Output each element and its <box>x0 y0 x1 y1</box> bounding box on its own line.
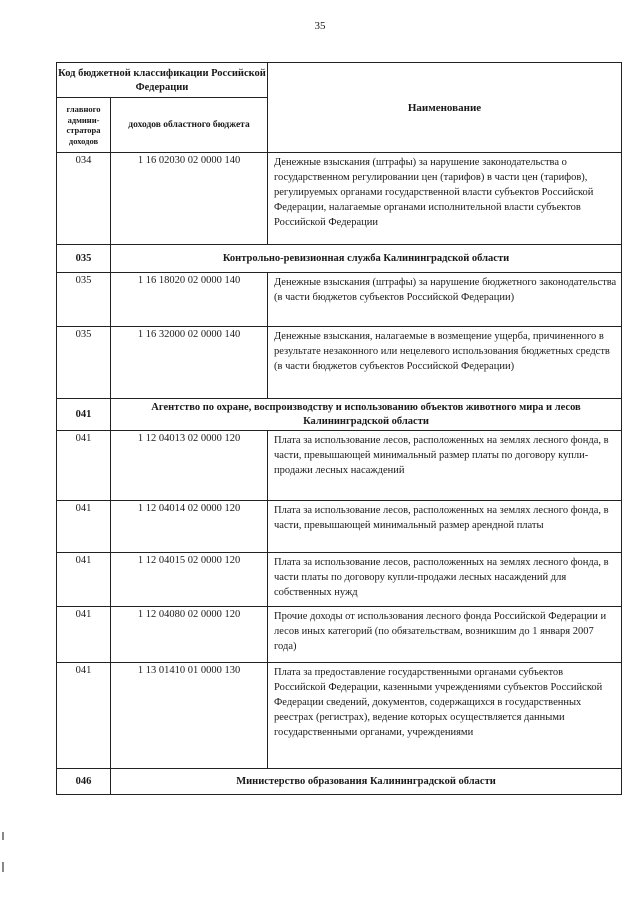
admin-code: 041 <box>57 607 111 663</box>
revenue-description: Плата за предоставление государственными органами субъектов Российской Федерации, казенными учреждениями субъектов Российской Федерации сведений, документов, содержащихся в государственных реестрах (регистрах), ведение которых осуществляется данными государственными органами, учреждениями <box>268 663 622 769</box>
table-row <box>57 501 622 553</box>
budget-classification-table <box>56 62 622 795</box>
scan-edge-mark <box>2 832 4 840</box>
table-row <box>57 327 622 399</box>
revenue-description: Прочие доходы от использования лесного фонда Российской Федерации и лесов иных категорий (по обязательствам, возникшим до 1 января 2007 года) <box>268 607 622 663</box>
page-number: 35 <box>314 20 326 32</box>
admin-code: 041 <box>57 553 111 607</box>
income-code: 1 16 02030 02 0000 140 <box>111 153 268 245</box>
revenue-description: Денежные взыскания (штрафы) за нарушение законодательства о государственном регулировании цен (тарифов) в части цен (тарифов), регулируемых органами государственной власти субъектов Российской Федерации, налагаемые органами исполнительной власти субъектов Российской Федерации <box>268 153 622 245</box>
income-code: 1 12 04013 02 0000 120 <box>111 431 268 501</box>
table-row <box>57 663 622 769</box>
income-code: 1 16 18020 02 0000 140 <box>111 273 268 327</box>
income-column-header: доходов областного бюджета <box>111 98 268 153</box>
revenue-description: Денежные взыскания, налагаемые в возмещение ущерба, причиненного в результате незаконного или нецелевого использования бюджетных средств (в части бюджетов субъектов Российской Федерации) <box>268 327 622 399</box>
revenue-description: Плата за использование лесов, расположенных на землях лесного фонда, в части, превышающей минимальный размер арендной платы <box>268 501 622 553</box>
section-row <box>57 769 622 795</box>
table-row <box>57 431 622 501</box>
revenue-description: Плата за использование лесов, расположенных на землях лесного фонда, в части, превышающей минимальный размер платы по договору купли-продажи лесных насаждений <box>268 431 622 501</box>
admin-code: 035 <box>57 327 111 399</box>
admin-column-header: главного админи-стратора доходов <box>57 98 111 153</box>
income-code: 1 13 01410 01 0000 130 <box>111 663 268 769</box>
section-title: Контрольно-ревизионная служба Калининградской области <box>111 245 622 273</box>
admin-code: 041 <box>57 431 111 501</box>
admin-code: 041 <box>57 501 111 553</box>
table-body <box>57 153 622 795</box>
section-row <box>57 245 622 273</box>
table-row <box>57 553 622 607</box>
admin-code: 035 <box>57 273 111 327</box>
scan-edge-mark <box>2 862 4 872</box>
section-row <box>57 399 622 431</box>
revenue-description: Плата за использование лесов, расположенных на землях лесного фонда, в части платы по договору купли-продажи лесных насаждений для собственных нужд <box>268 553 622 607</box>
table-row <box>57 153 622 245</box>
table-row <box>57 273 622 327</box>
scan-specks <box>0 815 640 819</box>
code-group-header: Код бюджетной классификации Российской Федерации <box>57 63 268 98</box>
section-title: Агентство по охране, воспроизводству и использованию объектов животного мира и лесов Калининградской области <box>111 399 622 431</box>
section-title: Министерство образования Калининградской области <box>111 769 622 795</box>
admin-code: 041 <box>57 663 111 769</box>
admin-code: 034 <box>57 153 111 245</box>
income-code: 1 16 32000 02 0000 140 <box>111 327 268 399</box>
table-row <box>57 607 622 663</box>
admin-code: 035 <box>57 245 111 273</box>
income-code: 1 12 04014 02 0000 120 <box>111 501 268 553</box>
revenue-description: Денежные взыскания (штрафы) за нарушение бюджетного законодательства (в части бюджетов субъектов Российской Федерации) <box>268 273 622 327</box>
admin-code: 046 <box>57 769 111 795</box>
income-code: 1 12 04080 02 0000 120 <box>111 607 268 663</box>
admin-code: 041 <box>57 399 111 431</box>
income-code: 1 12 04015 02 0000 120 <box>111 553 268 607</box>
name-column-header: Наименование <box>268 63 622 153</box>
